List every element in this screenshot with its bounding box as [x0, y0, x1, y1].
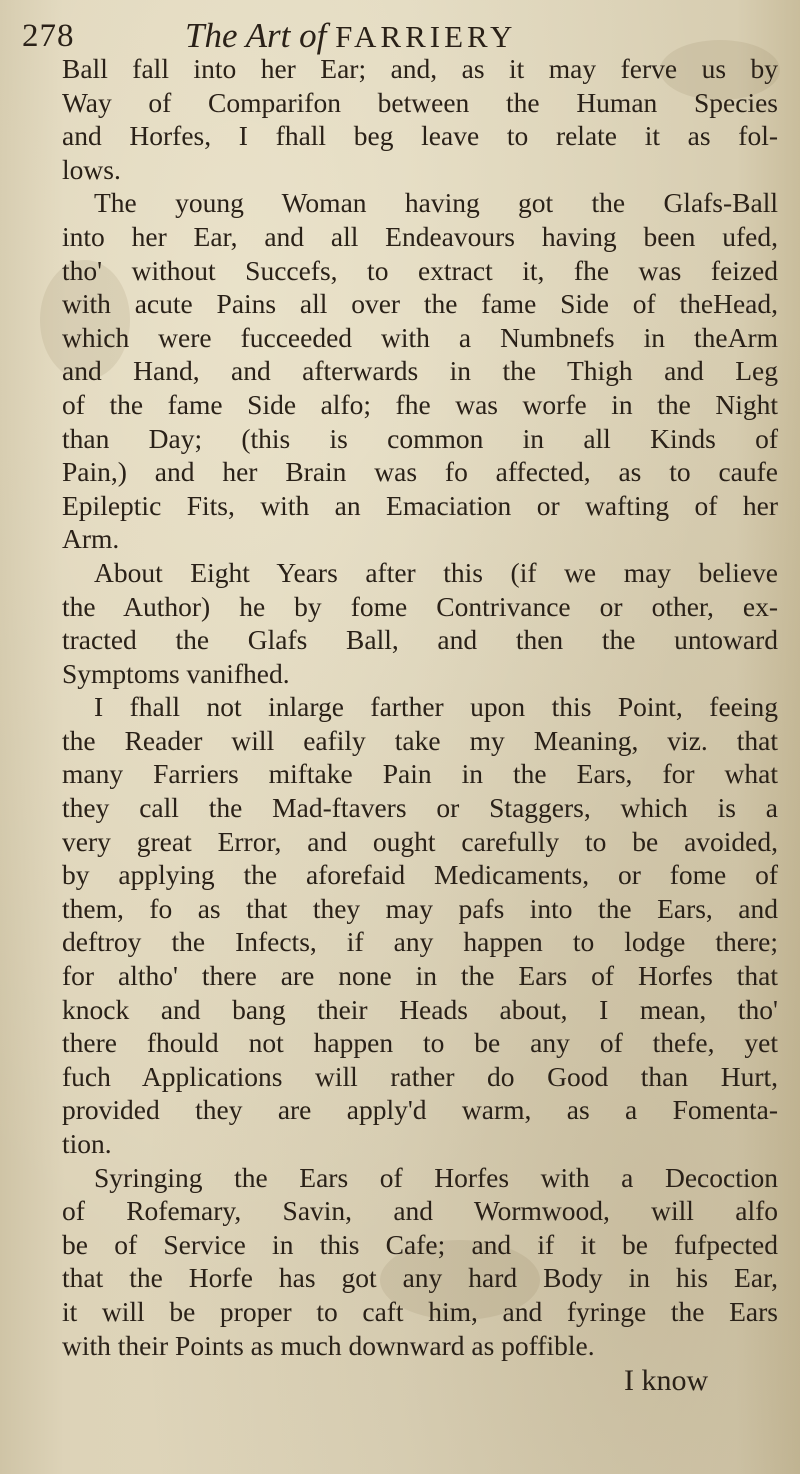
text-line: fuch Applications will rather do Good than Hurt, — [62, 1060, 778, 1092]
text-line: the Author) he by fome Contrivance or other, ex- — [62, 590, 778, 622]
text-line: many Farriers miftake Pain in the Ears, for what — [62, 758, 778, 790]
text-line: deftroy the Infects, if any happen to lodge there; — [62, 926, 778, 958]
text-line: into her Ear, and all Endeavours having been ufed, — [62, 220, 778, 252]
text-line: than Day; (this is common in all Kinds of — [62, 422, 778, 454]
text-line: that the Horfe has got any hard Body in his Ear, — [62, 1262, 778, 1294]
text-line: of the fame Side alfo; fhe was worfe in the Night — [62, 388, 778, 420]
text-line: be of Service in this Cafe; and if it be fufpected — [62, 1228, 778, 1260]
text-line: I fhall not inlarge farther upon this Point, feeing — [94, 691, 778, 723]
text-line: Symptoms vanifhed. — [62, 657, 290, 689]
text-line: and Horfes, I fhall beg leave to relate it as fol- — [62, 120, 778, 152]
catchword: I know — [624, 1364, 709, 1397]
page-number: 278 — [22, 18, 75, 54]
text-line: with their Points as much downward as poffible. — [62, 1329, 595, 1361]
text-line: by applying the aforefaid Medicaments, or fome of — [62, 859, 778, 891]
text-line: knock and bang their Heads about, I mean, tho' — [62, 993, 778, 1025]
running-title-caps: FARRIERY — [335, 19, 517, 54]
text-line: tion. — [62, 1128, 112, 1159]
text-line: they call the Mad-ftavers or Staggers, which is a — [62, 792, 778, 824]
text-line: Ball fall into her Ear; and, as it may ferve us by — [62, 53, 778, 84]
text-line: tracted the Glafs Ball, and then the untoward — [62, 624, 778, 656]
text-line: About Eight Years after this (if we may believe — [94, 556, 778, 588]
text-line: Way of Comparifon between the Human Species — [62, 86, 778, 118]
text-line: The young Woman having got the Glafs-Ball — [94, 187, 778, 219]
text-line: for altho' there are none in the Ears of Horfes that — [62, 960, 778, 992]
text-line: there fhould not happen to be any of thefe, yet — [62, 1027, 778, 1059]
text-line: of Rofemary, Savin, and Wormwood, will alfo — [62, 1195, 778, 1227]
text-line: Pain,) and her Brain was fo affected, as to caufe — [62, 456, 778, 488]
text-line: and Hand, and afterwards in the Thigh and Leg — [62, 355, 778, 387]
running-title-italic: The Art of — [185, 16, 336, 55]
text-line: it will be proper to caft him, and fyringe the Ears — [62, 1295, 778, 1327]
text-line: which were fucceeded with a Numbnefs in theArm — [62, 321, 778, 353]
text-line: Arm. — [62, 523, 120, 555]
text-line: Epileptic Fits, with an Emaciation or wafting of her — [62, 489, 778, 521]
text-line: the Reader will eafily take my Meaning, viz. that — [62, 724, 778, 756]
text-line: them, fo as that they may pafs into the Ears, and — [62, 892, 778, 924]
text-line: with acute Pains all over the fame Side of theHead, — [62, 288, 778, 320]
body-text — [62, 52, 778, 1362]
text-line: very great Error, and ought carefully to be avoided, — [62, 825, 778, 857]
text-line: lows. — [62, 153, 121, 185]
text-line: tho' without Succefs, to extract it, fhe was feized — [62, 254, 778, 286]
running-title — [185, 16, 516, 56]
text-line: provided they are apply'd warm, as a Fomenta- — [62, 1094, 778, 1126]
text-line: Syringing the Ears of Horfes with a Decoction — [94, 1161, 778, 1193]
